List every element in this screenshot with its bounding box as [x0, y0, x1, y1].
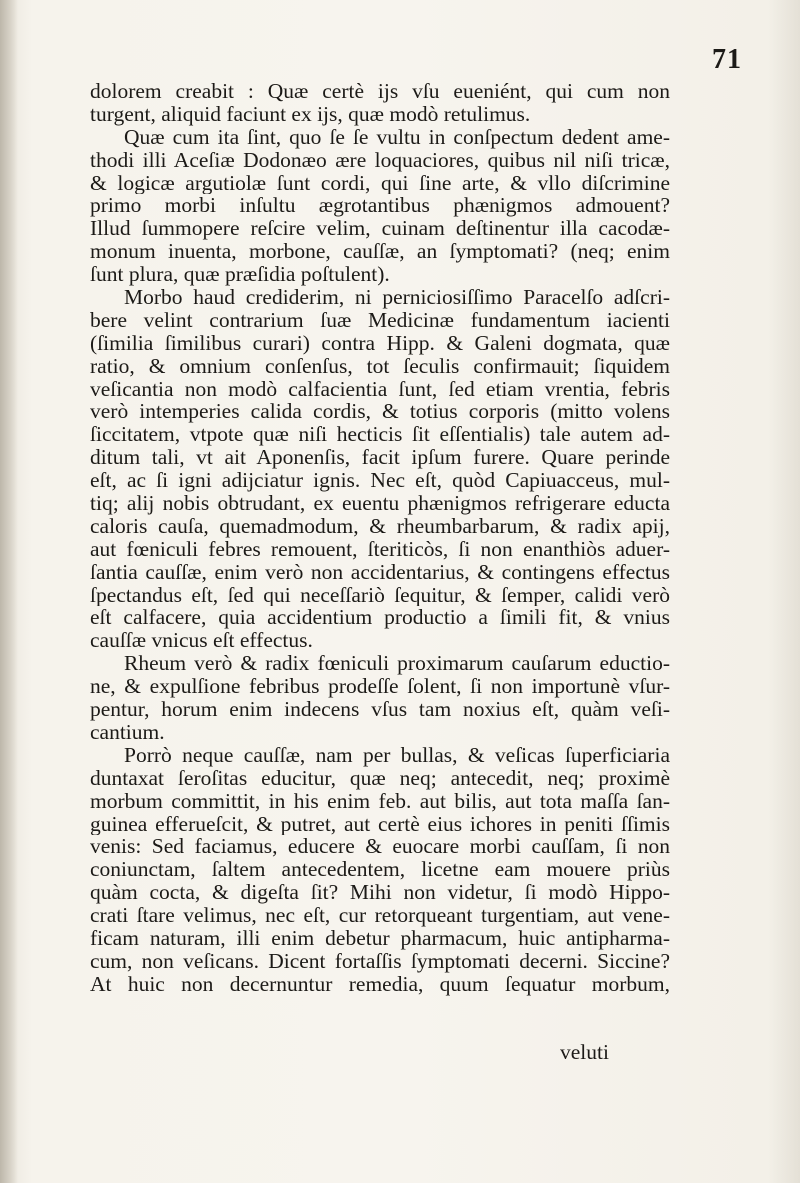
catchword: veluti — [560, 1040, 609, 1064]
page-number: 71 — [712, 44, 742, 75]
text-line: ſantia cauſſæ, enim verò non accidentarius, & contingens effectus — [90, 560, 670, 584]
text-line: ſpectandus eſt, ſed qui neceſſariò ſequitur, & ſemper, calidi verò — [90, 583, 670, 607]
text-line: Illud ſummopere reſcire velim, cuinam deſtinentur illa cacodæ- — [90, 217, 670, 241]
body-text — [90, 80, 670, 996]
text-line: thodi illi Aceſiæ Dodonæo ære loquaciores, quibus nil niſi tricæ, — [90, 148, 670, 172]
text-line: ficam naturam, illi enim debetur pharmacum, huic antipharma- — [90, 926, 670, 950]
text-line: ſiccitatem, vtpote quæ niſi hecticis ſit eſſentialis) tale autem ad- — [90, 423, 670, 447]
text-line: tiq; alij nobis obtrudant, ex euentu phænigmos refrigerare educta — [90, 492, 670, 515]
text-line: monum inuenta, morbone, cauſſæ, an ſymptomati? (neq; enim — [90, 240, 670, 264]
text-line: Quæ cum ita ſint, quo ſe ſe vultu in conſpectum dedent ame- — [124, 125, 670, 149]
text-line: At huic non decernuntur remedia, quum ſequatur morbum, — [90, 972, 670, 996]
text-line: ne, & expulſione febribus prodeſſe ſolent, ſi non importunè vſur- — [90, 675, 670, 699]
text-line: bere velint contrarium ſuæ Medicinæ fundamentum iacienti — [90, 308, 670, 332]
text-line: venis: Sed faciamus, educere & euocare morbi cauſſam, ſi non — [90, 835, 670, 859]
text-line: Porrò neque cauſſæ, nam per bullas, & veſicas ſuperficiaria — [124, 743, 670, 767]
text-line: cantium. — [90, 720, 165, 744]
text-line: verò intemperies calida cordis, & totius corporis (mitto volens — [90, 400, 670, 424]
text-line: cum, non veſicans. Dicent fortaſſis ſymptomati decerni. Siccine? — [90, 949, 670, 973]
page-gutter — [0, 0, 18, 1183]
text-line: ſunt plura, quæ præſidia poſtulent). — [90, 263, 390, 287]
text-line: crati ſtare velimus, nec eſt, cur retorqueant turgentiam, aut vene- — [90, 904, 670, 927]
text-line: coniunctam, ſaltem antecedentem, licetne eam mouere priùs — [90, 858, 670, 882]
text-line: dolorem creabit : Quæ certè ijs vſu eueniént, qui cum non — [90, 80, 670, 103]
text-line: duntaxat ſeroſitas educitur, quæ neq; antecedit, neq; proximè — [90, 766, 670, 790]
text-line: morbum committit, in his enim feb. aut bilis, aut tota maſſa ſan- — [90, 789, 670, 813]
text-line: caloris cauſa, quemadmodum, & rheumbarbarum, & radix apij, — [90, 514, 670, 538]
text-line: ratio, & omnium conſenſus, tot ſeculis confirmauit; ſiquidem — [90, 354, 670, 378]
text-line: guinea efferueſcit, & putret, aut certè eius ichores in peniti ſſimis — [90, 812, 670, 836]
text-line: pentur, horum enim indecens vſus tam noxius eſt, quàm veſi- — [90, 698, 670, 721]
text-line: (ſimilia ſimilibus curari) contra Hipp. & Galeni dogmata, quæ — [90, 331, 670, 355]
text-line: cauſſæ vnicus eſt effectus. — [90, 629, 313, 653]
text-line: quàm cocta, & digeſta ſit? Mihi non videtur, ſi modò Hippo- — [90, 881, 670, 905]
text-line: Rheum verò & radix fœniculi proximarum cauſarum eductio- — [124, 652, 670, 676]
text-line: aut fœniculi febres remouent, ſteriticòs, ſi non enanthiòs aduer- — [90, 537, 670, 561]
text-line: & logicæ argutiolæ ſunt cordi, qui ſine arte, & vllo diſcrimine — [90, 171, 670, 195]
text-line: veſicantia non modò calfacientia ſunt, ſed etiam vrentia, febris — [90, 377, 670, 401]
text-line: eſt calfacere, quia accidentium productio a ſimili fit, & vnius — [90, 606, 670, 630]
text-line: ditum tali, vt ait Aponenſis, facit ipſum furere. Quare perinde — [90, 446, 670, 470]
text-line: primo morbi inſultu ægrotantibus phænigmos admouent? — [90, 194, 670, 218]
text-line: eſt, ac ſi igni adijciatur ignis. Nec eſt, quòd Capiuacceus, mul- — [90, 469, 670, 493]
text-line: Morbo haud crediderim, ni perniciosiſſimo Paracelſo adſcri- — [124, 286, 670, 309]
text-line: turgent, aliquid faciunt ex ijs, quæ modò retulimus. — [90, 102, 531, 126]
